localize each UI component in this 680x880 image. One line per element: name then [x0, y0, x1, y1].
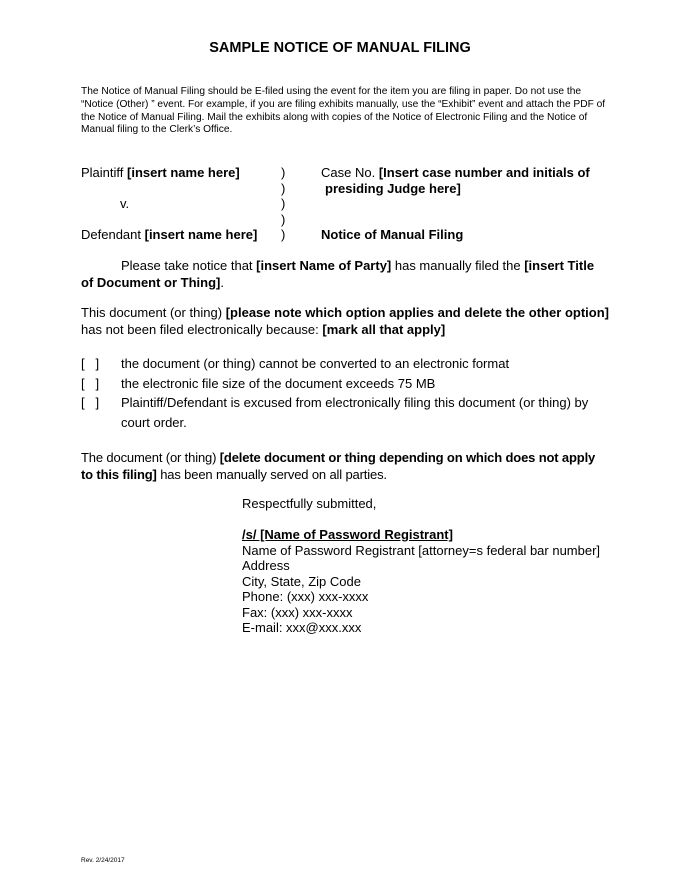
document-title-placeholder: [insert Title of Document or Thing]	[81, 258, 595, 290]
caption-paren-4: )	[281, 212, 286, 227]
filing-instructions: The Notice of Manual Filing should be E-filed using the event for the item you are filing in paper. Do not use the “Notice (Other) ” event. For example, if you are filing exhibits manually, use the “Exhibit” event and attach the PDF of the Notice of Manual Filing. Mail the exhibits along with copies of the Notice of Electronic Filing and the Notice of Manual filing to the Clerk’s Office.	[81, 86, 606, 136]
notice-text-end: .	[220, 274, 224, 290]
reason-paragraph	[81, 305, 609, 338]
signer-fax: Fax: (xxx) xxx-xxxx	[242, 605, 353, 620]
caption-paren-2: )	[281, 181, 286, 196]
checkbox-2[interactable]: [ ]	[81, 376, 100, 391]
signer-address: Address	[242, 558, 290, 573]
mark-all-placeholder: [mark all that apply]	[322, 321, 446, 337]
reason-option-1-label: the document (or thing) cannot be converted to an electronic format	[121, 356, 510, 371]
defendant-name-placeholder: [insert name here]	[144, 227, 258, 242]
caption-paren-3: )	[281, 196, 286, 211]
served-text-1: The document (or thing)	[81, 450, 220, 465]
signer-phone: Phone: (xxx) xxx-xxxx	[242, 589, 369, 604]
case-number-line	[321, 165, 590, 181]
reason-option-3-label: Plaintiff/Defendant is excused from electronically filing this document (or thing) by court order.	[121, 395, 589, 430]
case-number-label: Case No.	[321, 165, 379, 180]
checkbox-3[interactable]: [ ]	[81, 395, 100, 410]
served-text-2: has been manually served on all parties.	[156, 466, 387, 482]
notice-heading: Notice of Manual Filing	[321, 227, 464, 242]
notice-text-2: has manually filed the	[391, 258, 525, 273]
option-placeholder: [please note which option applies and delete the other option]	[225, 305, 609, 320]
plaintiff-line	[81, 165, 240, 181]
closing-text: Respectfully submitted,	[242, 496, 377, 511]
defendant-label: Defendant	[81, 227, 145, 242]
signer-name-line: Name of Password Registrant [attorney=s federal bar number]	[242, 543, 601, 558]
caption-paren-1: )	[281, 165, 286, 180]
versus-label: v.	[120, 196, 130, 211]
plaintiff-name-placeholder: [insert name here]	[127, 165, 240, 180]
signer-city-state-zip: City, State, Zip Code	[242, 574, 361, 589]
plaintiff-label: Plaintiff	[81, 165, 128, 180]
case-number-placeholder-cont: presiding Judge here]	[325, 181, 461, 196]
signer-email: E-mail: xxx@xxx.xxx	[242, 620, 362, 635]
notice-text-1: Please take notice that	[121, 258, 257, 273]
notice-paragraph	[81, 258, 609, 291]
document-title: SAMPLE NOTICE OF MANUAL FILING	[209, 40, 471, 56]
reason-option-2-label: the electronic file size of the document exceeds 75 MB	[121, 376, 436, 391]
served-paragraph	[81, 450, 609, 483]
signer-signature: /s/ [Name of Password Registrant]	[242, 527, 453, 542]
case-number-placeholder: [Insert case number and initials of	[378, 165, 590, 180]
revision-date: Rev. 2/24/2017	[81, 857, 125, 864]
party-name-placeholder: [insert Name of Party]	[256, 258, 392, 273]
checkbox-1[interactable]: [ ]	[81, 356, 100, 371]
defendant-line	[81, 227, 257, 243]
reason-text-1: This document (or thing)	[81, 305, 226, 320]
document-or-thing-placeholder: [delete document or thing depending on which does not apply to this filing]	[81, 450, 596, 482]
reason-text-2: has not been filed electronically because:	[81, 321, 323, 337]
caption-paren-5: )	[281, 227, 286, 242]
